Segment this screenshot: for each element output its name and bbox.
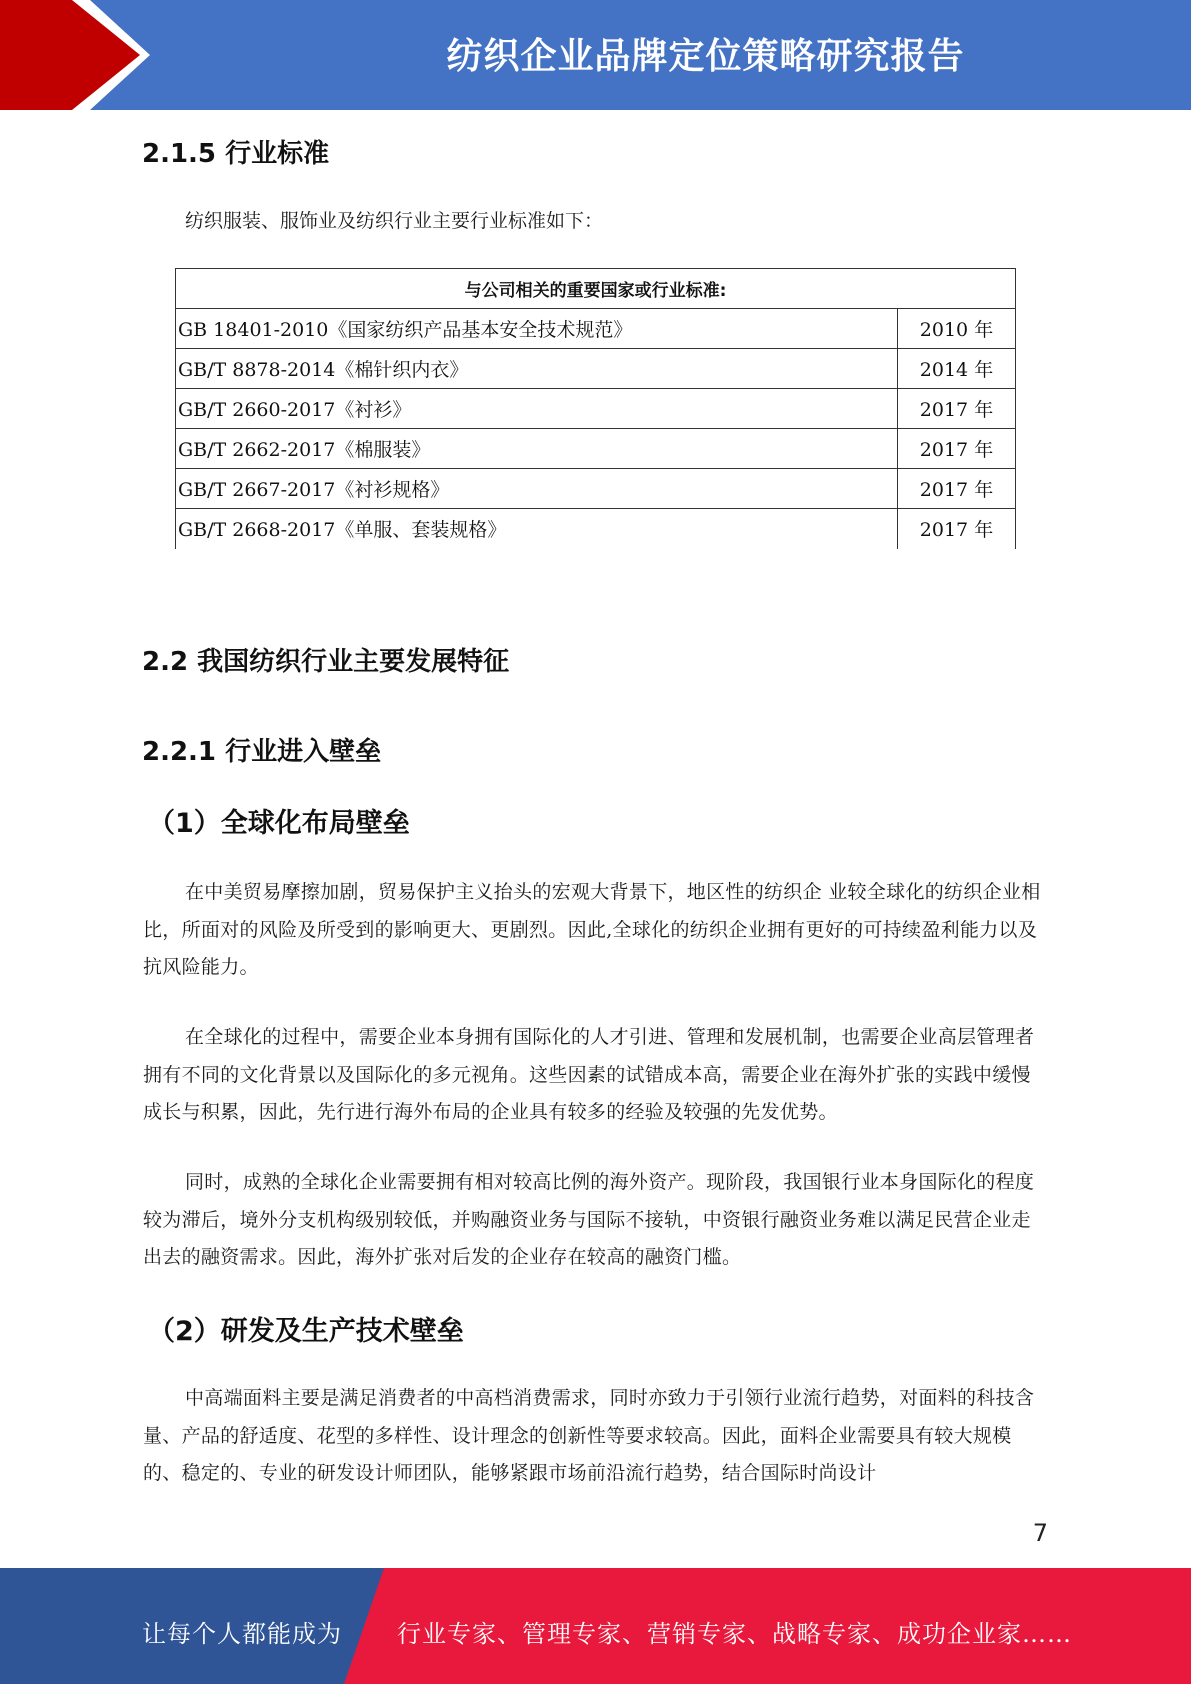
table-row bbox=[176, 389, 1016, 429]
table-header-row bbox=[176, 269, 1016, 309]
table-row bbox=[176, 309, 1016, 349]
standard-year: 2010 年 bbox=[898, 309, 1016, 349]
standard-year: 2014 年 bbox=[898, 349, 1016, 389]
standard-year: 2017 年 bbox=[898, 469, 1016, 509]
page-number: 7 bbox=[1032, 1519, 1048, 1547]
paragraph-globalization-process: 在全球化的过程中，需要企业本身拥有国际化的人才引进、管理和发展机制，也需要企业高层管理者拥有不同的文化背景以及国际化的多元视角。这些因素的试错成本高，需要企业在海外扩张的实践中缓慢成长与积累，因此，先行进行海外布局的企业具有较多的经验及较强的先发优势。 bbox=[143, 1026, 1035, 1123]
footer-slogan-right: 行业专家、管理专家、营销专家、战略专家、成功企业家…… bbox=[397, 1620, 1072, 1648]
standards-intro: 纺织服装、服饰业及纺织行业主要行业标准如下： bbox=[185, 210, 604, 232]
footer-slogan-left: 让每个人都能成为 bbox=[142, 1620, 342, 1648]
standard-year: 2017 年 bbox=[898, 389, 1016, 429]
subsection-heading-rd-barrier: （2）研发及生产技术壁垒 bbox=[148, 1316, 464, 1347]
section-heading-2-1-5: 2.1.5 行业标准 bbox=[142, 139, 330, 169]
standard-year: 2017 年 bbox=[898, 429, 1016, 469]
standard-code: GB/T 2662-2017《棉服装》 bbox=[176, 429, 898, 469]
standard-year: 2017 年 bbox=[898, 509, 1016, 549]
paragraph-high-end-fabric: 中高端面料主要是满足消费者的中高档消费需求，同时亦致力于引领行业流行趋势，对面料的科技含量、产品的舒适度、花型的多样性、设计理念的创新性等要求较高。因此，面料企业需要具有较大规模的、稳定的、专业的研发设计师团队，能够紧跟市场前沿流行趋势，结合国际时尚设计 bbox=[143, 1387, 1035, 1484]
subsection-heading-global-layout: （1）全球化布局壁垒 bbox=[148, 808, 410, 839]
table-row bbox=[176, 509, 1016, 549]
section-heading-2-2-1: 2.2.1 行业进入壁垒 bbox=[142, 737, 382, 767]
paragraph-overseas-assets: 同时，成熟的全球化企业需要拥有相对较高比例的海外资产。现阶段，我国银行业本身国际化的程度较为滞后，境外分支机构级别较低，并购融资业务与国际不接轨，中资银行融资业务难以满足民营企业走出去的融资需求。因此，海外扩张对后发的企业存在较高的融资门槛。 bbox=[143, 1171, 1035, 1268]
standard-code: GB 18401-2010《国家纺织产品基本安全技术规范》 bbox=[176, 309, 898, 349]
footer-banner bbox=[0, 1568, 1191, 1684]
header-banner bbox=[0, 0, 1191, 110]
standards-table bbox=[175, 268, 1016, 549]
standard-code: GB/T 2668-2017《单服、套装规格》 bbox=[176, 509, 898, 549]
report-title: 纺织企业品牌定位策略研究报告 bbox=[446, 36, 965, 77]
standard-code: GB/T 8878-2014《棉针织内衣》 bbox=[176, 349, 898, 389]
table-row bbox=[176, 429, 1016, 469]
standard-code: GB/T 2667-2017《衬衫规格》 bbox=[176, 469, 898, 509]
standard-code: GB/T 2660-2017《衬衫》 bbox=[176, 389, 898, 429]
section-heading-2-2: 2.2 我国纺织行业主要发展特征 bbox=[142, 647, 510, 677]
paragraph-trade-friction: 在中美贸易摩擦加剧，贸易保护主义抬头的宏观大背景下，地区性的纺织企 业较全球化的纺织企业相比，所面对的风险及所受到的影响更大、更剧烈。因此,全球化的纺织企业拥有更好的可持续盈利能力以及抗风险能力。 bbox=[143, 881, 1041, 978]
table-header: 与公司相关的重要国家或行业标准: bbox=[176, 269, 1016, 309]
table-row bbox=[176, 349, 1016, 389]
table-row bbox=[176, 469, 1016, 509]
